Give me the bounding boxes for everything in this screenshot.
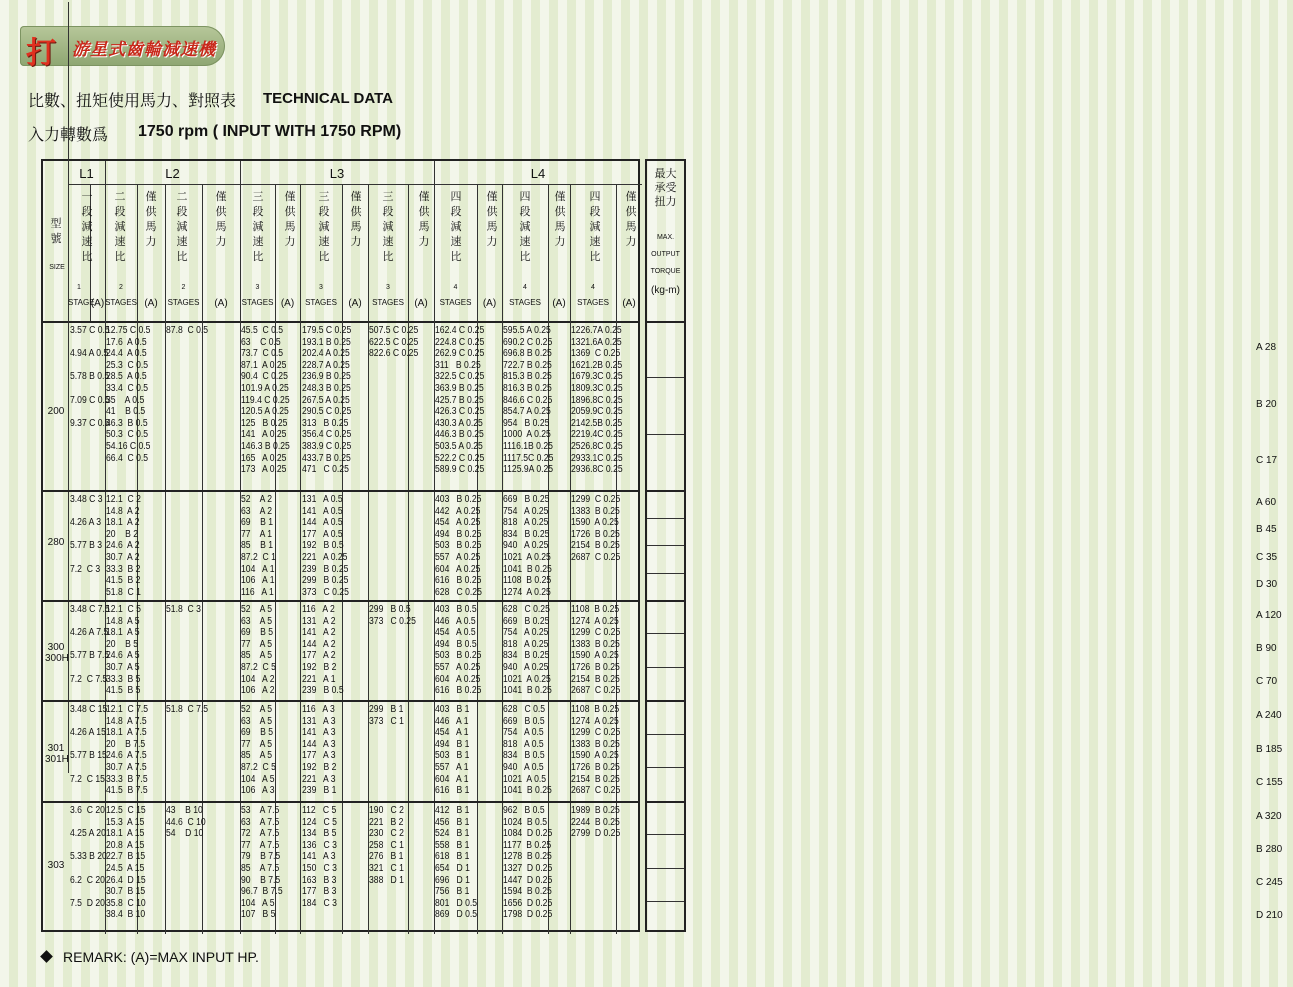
- torque-value: C 35: [1256, 551, 1278, 563]
- remark-text: REMARK: (A)=MAX INPUT HP.: [63, 949, 259, 965]
- stage-number-14: 4: [523, 284, 527, 291]
- torque-value: A 120: [1256, 609, 1282, 621]
- data-cell: 116 A 3 131 A 3 141 A 3 144 A 3 177 A 3 192 B 2 221 A 3 239 B 1: [302, 704, 337, 797]
- hp-unit-3: (A): [144, 298, 158, 309]
- torque-row-separator: [647, 801, 684, 803]
- subtitle-cn: 比數、扭矩使用馬力、對照表: [28, 93, 237, 110]
- stage-label-14: STAGES: [509, 298, 541, 307]
- data-cell: 12.75 C 0.5 17.6 A 0.5 24.4 A 0.5 25.3 C 0.5 28.5 A 0.5 33.4 C 0.5 35 A 0.5 41 B 0.5 46.3 B 0.5 50.3 C 0.5 54.16 C 0.5 66.4 C 0.5: [106, 325, 151, 464]
- row-separator: [43, 600, 640, 602]
- banner-title: 游星式齒輪減速機: [72, 40, 216, 59]
- stage-number-2: 2: [119, 284, 123, 291]
- torque-value: B 45: [1256, 524, 1277, 536]
- technical-data-table: [41, 159, 640, 932]
- torque-separator: [647, 667, 684, 668]
- stage-label-2: STAGES: [105, 298, 137, 307]
- data-cell: 45.5 C 0.5 63 C 0.5 73.7 C 0.5 87.1 A 0.25 90.4 C 0.25 101.9 A 0.25 119.4 C 0.25 120.5 A 0.25 125 B 0.25 141 A 0.25 146.3 B 0.25 165 A 0.25 173 A 0.25: [241, 325, 290, 476]
- data-cell: 595.5 A 0.25 690.2 C 0.25 696.8 B 0.25 722.7 B 0.25 815.3 B 0.25 816.3 B 0.25 846.6 C 0.25 854.7 A 0.25 954 B 0.25 1000 A 0.25 1116.1B 0.25 1117.5C 0.25 1125.9A 0.25: [503, 325, 554, 476]
- subtitle-en: TECHNICAL DATA: [263, 90, 393, 107]
- stage-label-12: STAGES: [439, 298, 472, 307]
- data-cell: 403 B 0.25 442 A 0.25 454 A 0.25 494 B 0.25 503 B 0.25 557 A 0.25 604 A 0.25 616 B 0.25 628 C 0.25: [435, 494, 482, 598]
- data-cell: 51.8 C 7.5: [166, 704, 209, 715]
- data-cell: 52 A 5 63 A 5 69 B 5 77 A 5 85 A 5 87.2 C 5 104 A 2 106 A 2: [241, 604, 276, 697]
- data-cell: 87.8 C 0.5: [166, 325, 209, 336]
- torque-separator: [647, 545, 684, 546]
- header-text-9: 僅 供 馬 力: [350, 191, 362, 248]
- data-cell: 1226.7A 0.25 1321.6A 0.25 1369 C 0.25 1621.2B 0.25 1679.3C 0.25 1809.3C 0.25 1896.8C 0.25 2059.9C 0.25 2142.5B 0.25 2219.4C 0.25 2526.8C 0.25 2933.1C 0.25 2936.8C 0.25: [571, 325, 623, 476]
- max-torque-header: [647, 161, 684, 298]
- header-text-16: 四 段 減 速 比: [589, 191, 601, 263]
- hp-unit-9: (A): [348, 298, 362, 309]
- torque-value: D 30: [1256, 579, 1278, 591]
- stage-number-10: 3: [386, 284, 390, 291]
- group-label-l4: L4: [530, 166, 546, 181]
- data-cell: 669 B 0.25 754 A 0.25 818 A 0.25 834 B 0.25 940 A 0.25 1021 A 0.25 1041 B 0.25 1108 B 0.25 1274 A 0.25: [503, 494, 552, 598]
- header-text-6: 三 段 減 速 比: [252, 191, 264, 263]
- hp-unit-7: (A): [280, 298, 295, 309]
- data-cell: 1108 B 0.25 1274 A 0.25 1299 C 0.25 1383 B 0.25 1590 A 0.25 1726 B 0.25 2154 B 0.25 2687 C 0.25: [571, 704, 621, 797]
- hp-unit-5: (A): [214, 298, 228, 309]
- max-torque-en: MAX. OUTPUT TORQUE: [650, 234, 681, 275]
- input-en: 1750 rpm ( INPUT WITH 1750 RPM): [138, 123, 402, 140]
- group-label-l3: L3: [329, 166, 345, 181]
- data-cell: 52 A 5 63 A 5 69 B 5 77 A 5 85 A 5 87.2 C 5 104 A 5 106 A 3: [241, 704, 276, 797]
- torque-value: B 90: [1256, 643, 1277, 654]
- data-cell: 116 A 2 131 A 2 141 A 2 144 A 2 177 A 2 192 B 2 221 A 1 239 B 0.5: [302, 604, 344, 697]
- size-4: 303: [47, 859, 65, 871]
- data-cell: 190 C 2 221 B 2 230 C 2 258 C 1 276 B 1 321 C 1 388 D 1: [369, 805, 404, 886]
- header-text-4: 二 段 減 速 比: [176, 191, 188, 263]
- stage-number-8: 3: [319, 284, 323, 291]
- brand-logo: 打: [26, 36, 56, 71]
- input-cn: 入力轉數爲: [28, 127, 109, 144]
- data-cell: 1989 B 0.25 2244 B 0.25 2799 D 0.25: [571, 805, 621, 840]
- stage-number-6: 3: [255, 284, 260, 291]
- stage-number-16: 4: [591, 284, 595, 291]
- torque-row-separator: [647, 700, 684, 702]
- row-separator: [43, 801, 640, 803]
- header-text-10: 三 段 減 速 比: [382, 191, 394, 263]
- row-separator: [43, 490, 640, 492]
- header-text-7: 僅 供 馬 力: [284, 191, 296, 248]
- header-line: [68, 184, 642, 185]
- stage-label-8: STAGES: [305, 298, 337, 307]
- header-text-5: 僅 供 馬 力: [215, 191, 227, 248]
- torque-value: A 240: [1256, 709, 1282, 721]
- torque-row-separator: [647, 490, 684, 492]
- size-header-en: SIZE: [49, 264, 65, 271]
- size-0: 200: [47, 406, 65, 417]
- data-cell: 12.1 C 2 14.8 A 2 18.1 A 2 20 B 2 24.6 A 2 30.7 A 2 33.3 B 2 41.5 B 2 51.8 C 1: [106, 494, 141, 598]
- data-cell: 12.5 C 15 15.3 A 15 18.1 A 15 20.8 A 15 22.7 B 15 24.5 A 15 26.4 D 15 30.7 B 15 35.8 C 10 38.4 B 10: [106, 805, 146, 921]
- group-label-l1: L1: [79, 166, 94, 181]
- header-text-14: 四 段 減 速 比: [519, 191, 531, 263]
- header-text-3: 僅 供 馬 力: [145, 191, 157, 248]
- header-text-11: 僅 供 馬 力: [418, 191, 430, 248]
- remark: [42, 949, 259, 965]
- data-cell: 43 B 10 44.6 C 10 54 D 10: [166, 805, 206, 840]
- torque-value: C 245: [1256, 877, 1283, 889]
- stage-number-4: 2: [181, 284, 186, 291]
- data-cell: 12.1 C 5 14.8 A 5 18.1 A 5 20 B 5 24.6 A 5 30.7 A 5 33.3 B 5 41.5 B 5: [106, 604, 141, 697]
- torque-value: C 17: [1256, 454, 1278, 466]
- data-cell: 3.6 C 20 4.25 A 20 5.33 B 20 6.2 C 20 7.5 D 20: [70, 805, 107, 909]
- max-torque-unit: (kg-m): [651, 285, 680, 296]
- data-cell: 12.1 C 7.5 14.8 A 7.5 18.1 A 7.5 20 B 7.5 24.6 A 7.5 30.7 A 7.5 33.3 B 7.5 41.5 B 7.5: [106, 704, 149, 797]
- header-text-17: 僅 供 馬 力: [625, 191, 637, 248]
- data-cell: 179.5 C 0.25 193.1 B 0.25 202.4 A 0.25 228.7 A 0.25 236.9 B 0.25 248.3 B 0.25 267.5 A 0.25 290.5 C 0.25 313 B 0.25 356.4 C 0.25 383.9 C 0.25 433.7 B 0.25 471 C 0.25: [302, 325, 352, 476]
- torque-separator: [647, 901, 684, 902]
- torque-separator: [647, 434, 684, 435]
- data-cell: 628 C 0.5 669 B 0.5 754 A 0.5 818 A 0.5 834 B 0.5 940 A 0.5 1021 A 0.5 1041 B 0.25: [503, 704, 552, 797]
- stage-label-16: STAGES: [577, 298, 609, 307]
- torque-separator: [647, 767, 684, 768]
- data-cell: 162.4 C 0.25 224.8 C 0.25 262.9 C 0.25 311 B 0.25 322.5 C 0.25 363.9 B 0.25 425.7 B 0.25 426.3 C 0.25 430.3 A 0.25 446.3 B 0.25 503.5 A 0.25 522.2 C 0.25 589.9 C 0.25: [435, 325, 485, 476]
- data-cell: 131 A 0.5 141 A 0.5 144 A 0.5 177 A 0.5 192 B 0.5 221 A 0.25 239 B 0.25 299 B 0.25 373 C 0.25: [302, 494, 349, 598]
- data-cell: 299 B 0.5 373 C 0.25: [369, 604, 416, 627]
- torque-separator: [647, 834, 684, 835]
- hp-unit-15: (A): [552, 298, 566, 309]
- data-cell: 52 A 2 63 A 2 69 B 1 77 A 1 85 B 1 87.2 C 1 104 A 1 106 A 1 116 A 1: [241, 494, 276, 598]
- data-cell: 403 B 0.5 446 A 0.5 454 A 0.5 494 B 0.5 503 B 0.25 557 A 0.25 604 A 0.25 616 B 0.25: [435, 604, 482, 697]
- stage-number-12: 4: [453, 284, 458, 291]
- stage-label-6: STAGES: [241, 298, 274, 307]
- data-cell: 412 B 1 456 B 1 524 B 1 558 B 1 618 B 1 654 D 1 696 D 1 756 B 1 801 D 0.5 869 D 0.5: [435, 805, 478, 921]
- max-torque-table: [645, 159, 1283, 932]
- torque-separator: [647, 518, 684, 519]
- header-text-2: 二 段 減 速 比: [114, 191, 126, 263]
- data-cell: 3.48 C 3 4.26 A 3 5.77 B 3 7.2 C 3: [70, 494, 103, 575]
- stage-number-0: 1: [77, 284, 81, 291]
- torque-separator: [647, 573, 684, 574]
- torque-row-separator: [647, 600, 684, 602]
- data-cell: 628 C 0.25 669 B 0.25 754 A 0.25 818 A 0.25 834 B 0.25 940 A 0.25 1021 A 0.25 1041 B 0.25: [503, 604, 552, 697]
- hp-unit-17: (A): [622, 298, 636, 309]
- size-3: 301 301H: [45, 742, 69, 765]
- header-text-15: 僅 供 馬 力: [554, 191, 566, 248]
- group-label-l2: L2: [165, 166, 180, 181]
- data-cell: 1108 B 0.25 1274 A 0.25 1299 C 0.25 1383 B 0.25 1590 A 0.25 1726 B 0.25 2154 B 0.25 2687 C 0.25: [571, 604, 621, 697]
- hp-unit-11: (A): [414, 298, 428, 309]
- torque-value: A 320: [1256, 810, 1282, 822]
- torque-header-bottom: [647, 321, 684, 323]
- data-cell: 3.48 C 15 4.26 A 15 5.77 B 15 7.2 C 15: [70, 704, 108, 785]
- torque-value: B 20: [1256, 398, 1277, 410]
- data-cell: 53 A 7.5 63 A 7.5 72 A 7.5 77 A 7.5 79 B 7.5 85 A 7.5 90 B 7.5 96.7 B 7.5 104 A 5 107 B 5: [241, 805, 283, 921]
- hp-unit-13: (A): [482, 298, 497, 309]
- diamond-bullet-icon: [40, 950, 53, 963]
- torque-separator: [647, 734, 684, 735]
- data-cell: 1299 C 0.25 1383 B 0.25 1590 A 0.25 1726 B 0.25 2154 B 0.25 2687 C 0.25: [571, 494, 621, 563]
- stage-label-4: STAGES: [167, 298, 200, 307]
- header-text-13: 僅 供 馬 力: [486, 191, 498, 248]
- data-cell: 3.48 C 7.5 4.26 A 7.5 5.77 B 7.5 7.2 C 7.5: [70, 604, 110, 685]
- stage-label-0: STAGE: [68, 298, 95, 307]
- max-torque-cn: 最大承受扭力: [654, 168, 677, 208]
- torque-value: C 70: [1256, 676, 1278, 688]
- data-cell: 51.8 C 3: [166, 604, 201, 615]
- torque-separator: [647, 868, 684, 869]
- data-cell: 403 B 1 446 A 1 454 A 1 494 B 1 503 B 1 557 A 1 604 A 1 616 B 1: [435, 704, 470, 797]
- torque-value: B 280: [1256, 843, 1283, 855]
- hp-unit-1: (A): [90, 298, 105, 309]
- size-1: 280: [47, 537, 65, 548]
- stage-label-10: STAGES: [372, 298, 404, 307]
- data-cell: 112 C 5 124 C 5 134 B 5 136 C 3 141 A 3 150 C 3 163 B 3 177 B 3 184 C 3: [302, 805, 337, 909]
- column-line: [300, 184, 301, 934]
- torque-separator: [647, 633, 684, 634]
- column-line: [408, 184, 409, 934]
- header-text-8: 三 段 減 速 比: [318, 191, 330, 263]
- torque-value: A 28: [1256, 342, 1277, 354]
- torque-separator: [647, 377, 684, 378]
- data-cell: 962 B 0.5 1024 B 0.5 1084 D 0.25 1177 B 0.25 1278 B 0.25 1327 D 0.25 1447 D 0.25 1594 B 0.25 1656 D 0.25 1798 D 0.25: [503, 805, 553, 921]
- header-text-12: 四 段 減 速 比: [450, 191, 462, 263]
- subtitle-row: [28, 88, 393, 111]
- size-header-cn: 型 號: [50, 218, 62, 245]
- data-cell: 299 B 1 373 C 1: [369, 704, 404, 727]
- torque-value: D 210: [1256, 910, 1283, 922]
- size-2: 300 300H: [45, 642, 69, 664]
- torque-value: C 155: [1256, 777, 1283, 789]
- data-cell: 507.5 C 0.25 622.5 C 0.25 822.6 C 0.25: [369, 325, 419, 360]
- torque-value: A 60: [1256, 496, 1277, 508]
- data-cell: 3.57 C 0.5 4.94 A 0.5 5.78 B 0.5 7.09 C 0.5 9.37 C 0.5: [70, 325, 110, 429]
- header-text-0: 一 段 減 速 比: [81, 191, 93, 263]
- torque-value: B 185: [1256, 743, 1283, 755]
- row-separator: [43, 700, 640, 702]
